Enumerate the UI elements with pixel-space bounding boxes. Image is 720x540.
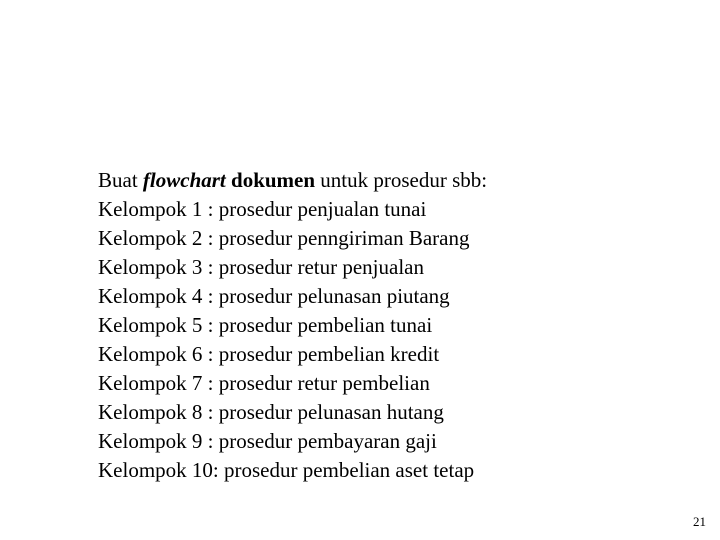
list-item: Kelompok 3 : prosedur retur penjualan [98,255,424,279]
instruction-heading [98,166,698,195]
slide-body [98,166,698,485]
list-item: Kelompok 10: prosedur pembelian aset tetap [98,458,475,482]
heading-emphasis-italic: flowchart [142,168,226,192]
list-item: Kelompok 7 : prosedur retur pembelian [98,371,430,395]
list-item: Kelompok 9 : prosedur pembayaran gaji [98,429,437,453]
heading-prefix: Buat [98,168,143,192]
list-item: Kelompok 2 : prosedur penngiriman Barang [98,226,470,250]
list-item: Kelompok 1 : prosedur penjualan tunai [98,197,427,221]
page-number: 21 [693,514,706,529]
list-item: Kelompok 8 : prosedur pelunasan hutang [98,400,444,424]
list-item: Kelompok 6 : prosedur pembelian kredit [98,342,440,366]
heading-emphasis-bold: dokumen [225,168,316,192]
list-item: Kelompok 5 : prosedur pembelian tunai [98,313,433,337]
heading-suffix: untuk prosedur sbb: [315,168,488,192]
list-item: Kelompok 4 : prosedur pelunasan piutang [98,284,450,308]
